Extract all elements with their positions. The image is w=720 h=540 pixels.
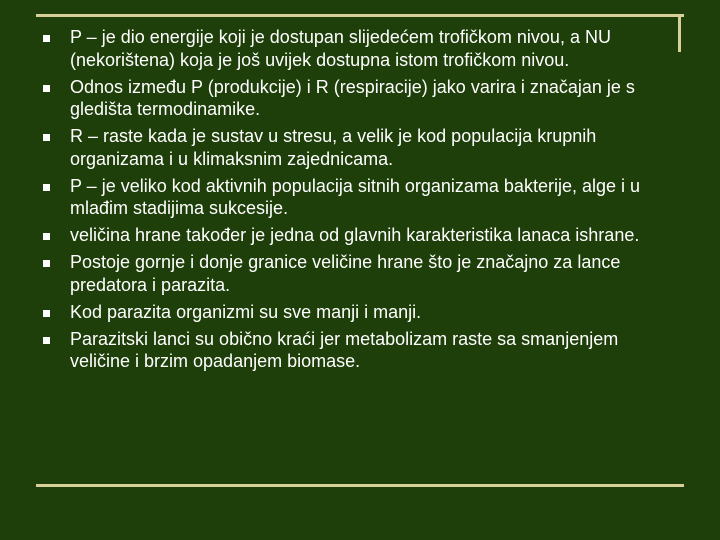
bullet-text: R – raste kada je sustav u stresu, a velik je kod populacija krupnih organizama i u klimaksnim zajednicama. [70, 126, 597, 169]
bullet-square-icon [43, 310, 50, 317]
bullet-square-icon [43, 260, 50, 267]
bullet-item [40, 125, 680, 170]
bullet-list [40, 26, 680, 377]
bullet-item [40, 224, 680, 247]
bullet-square-icon [43, 184, 50, 191]
bullet-square-icon [43, 233, 50, 240]
bullet-item [40, 76, 680, 121]
bottom-rule [36, 484, 684, 487]
bullet-text: P – je veliko kod aktivnih populacija sitnih organizama bakterije, alge i u mlađim stadijima sukcesije. [70, 175, 640, 218]
bullet-text: Kod parazita organizmi su sve manji i manji. [70, 301, 422, 322]
bullet-text: Parazitski lanci su obično kraći jer metabolizam raste sa smanjenjem veličine i brzim opadanjem biomase. [70, 328, 619, 371]
bullet-text: P – je dio energije koji je dostupan slijedećem trofičkom nivou, a NU (nekorištena) koja je još uvijek dostupna istom trofičkom nivou. [70, 27, 611, 70]
bullet-item [40, 301, 680, 324]
bullet-item [40, 328, 680, 373]
bullet-text: veličina hrane također je jedna od glavnih karakteristika lanaca ishrane. [70, 225, 640, 245]
bullet-square-icon [43, 35, 50, 42]
bullet-item [40, 251, 680, 296]
bullet-text: Postoje gornje i donje granice veličine hrane što je značajno za lance predatora i parazita. [70, 252, 621, 295]
bullet-text: Odnos između P (produkcije) i R (respiracije) jako varira i značajan je s gledišta termodinamike. [70, 76, 635, 119]
bullet-item [40, 175, 680, 220]
bullet-square-icon [43, 134, 50, 141]
bullet-square-icon [43, 337, 50, 344]
top-rule [36, 14, 684, 17]
bullet-item [40, 26, 680, 71]
bullet-square-icon [43, 85, 50, 92]
